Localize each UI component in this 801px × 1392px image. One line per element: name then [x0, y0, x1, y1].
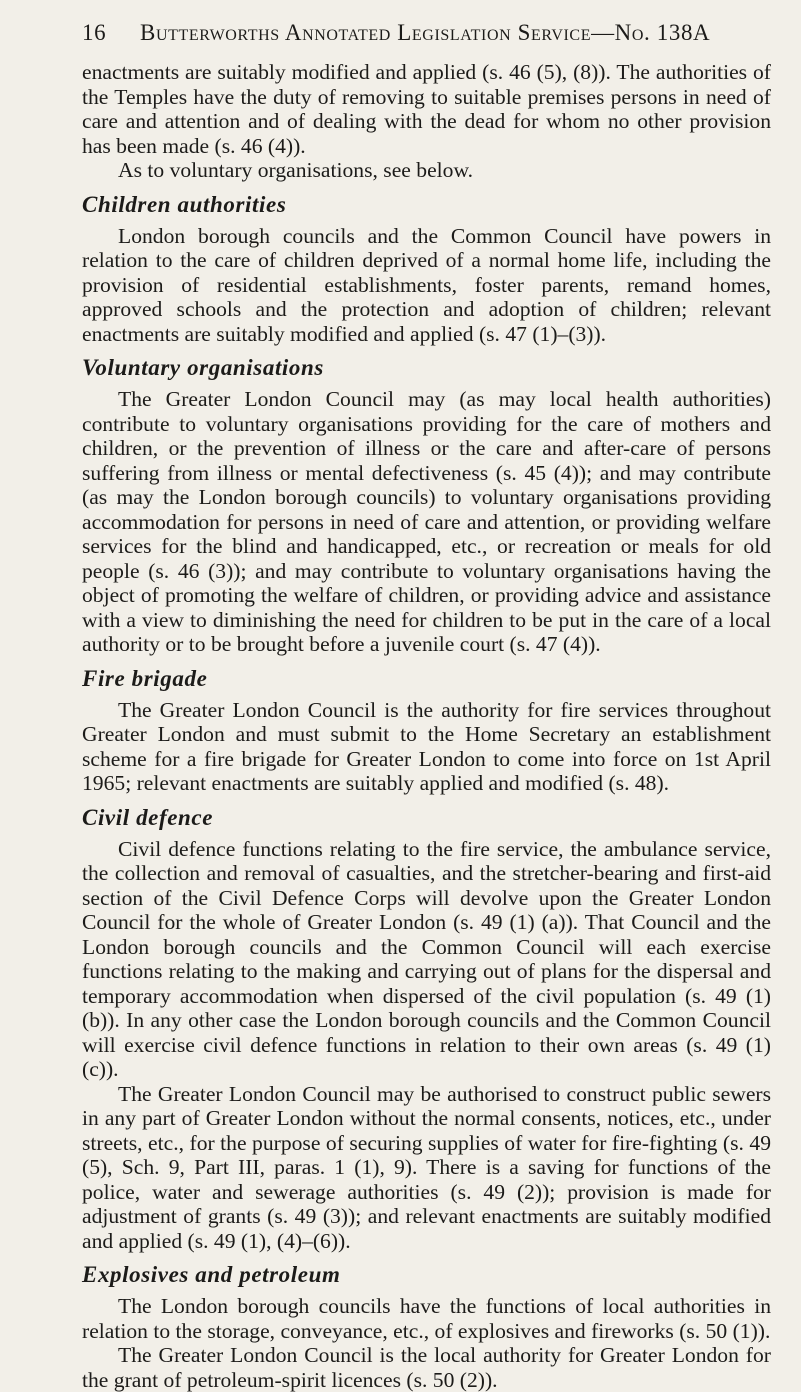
- paragraph-voluntary-ref: As to voluntary organisations, see below.: [118, 158, 474, 182]
- running-title: Butterworths Annotated Legislation Service—No. 138A: [140, 20, 711, 45]
- paragraph-sewers: The Greater London Council may be authorised to construct public sewers in any part of Greater London without the normal consents, notices, etc., under streets, etc., for the purpose of securing supplies of water for fire-fighting (s. 49 (5), Sch. 9, Part III, paras. 1 (1), 9). There is a saving for functions of the police, water and sewerage authorities (s. 49 (2)); provision is made for adjustment of grants (s. 49 (3)); and relevant enactments are suitably modified and applied (s. 49 (1), (4)–(6)).: [82, 1081, 771, 1253]
- paragraph-civil-defence: Civil defence functions relating to the fire service, the ambulance service, the collection and removal of casualties, and the stretcher-bearing and first-aid section of the Civil Defence Corps will devolve upon the Greater London Council for the whole of Greater London (s. 49 (1) (a)). That Council and the London borough councils and the Common Council will each exercise functions relating to the making and carrying out of plans for the dispersal and temporary accommodation when dispersed of the civil population (s. 49 (1) (b)). In any other case the London borough councils and the Common Council will exercise civil defence functions in relation to their own areas (s. 49 (1) (c)).: [82, 836, 771, 1081]
- paragraph-explosives: The London borough councils have the functions of local authorities in relation to the storage, conveyance, etc., of explosives and fireworks (s. 50 (1)).: [82, 1294, 771, 1343]
- paragraph-temples: enactments are suitably modified and applied (s. 46 (5), (8)). The authorities of the Temples have the duty of removing to suitable premises persons in need of care and attention and of dealing with the dead for whom no other provision has been made (s. 46 (4)).: [82, 60, 771, 158]
- page-number: 16: [82, 20, 107, 45]
- paragraph-voluntary-organisations: The Greater London Council may (as may local health authorities) contribute to voluntary organisations providing for the care of mothers and children, or the prevention of illness or the care and after-care of persons suffering from illness or mental defectiveness (s. 45 (4)); and may contribute (as may the London borough councils) to voluntary organisations providing accommodation for persons in need of care and attention, or providing welfare services for the blind and handicapped, etc., or recreation or meals for old people (s. 46 (3)); and may contribute to voluntary organisations having the object of promoting the welfare of children, or providing advice and assistance with a view to diminishing the need for children to be put in the care of a local authority or to be brought before a juvenile court (s. 47 (4)).: [82, 387, 771, 656]
- heading-fire-brigade: Fire brigade: [82, 665, 208, 691]
- heading-children-authorities: Children authorities: [82, 191, 287, 217]
- paragraph-children-authorities: London borough councils and the Common Council have powers in relation to the care of children deprived of a normal home life, including the provision of residential establishments, foster parents, remand homes, approved schools and the protection and adoption of children; relevant enactments are suitably modified and applied (s. 47 (1)–(3)).: [82, 223, 771, 346]
- running-head: [82, 20, 771, 46]
- heading-civil-defence: Civil defence: [82, 804, 214, 830]
- paragraph-fire-brigade: The Greater London Council is the authority for fire services throughout Greater London and must submit to the Home Secretary an establishment scheme for a fire brigade for Greater London to come into force on 1st April 1965; relevant enactments are suitably applied and modified (s. 48).: [82, 697, 771, 795]
- heading-voluntary-organisations: Voluntary organisations: [82, 355, 324, 380]
- heading-explosives-petroleum: Explosives and petroleum: [82, 1262, 341, 1287]
- paragraph-petroleum: The Greater London Council is the local authority for Greater London for the grant of petroleum-spirit licences (s. 50 (2)).: [82, 1343, 771, 1392]
